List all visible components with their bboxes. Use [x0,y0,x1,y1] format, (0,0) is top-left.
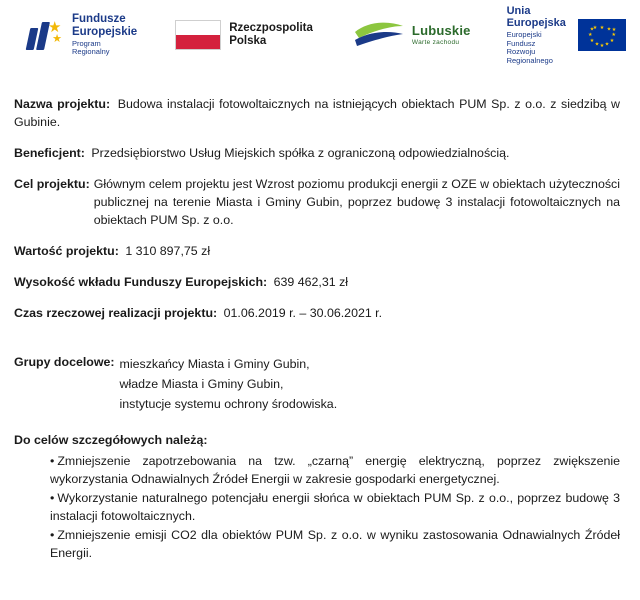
wartosc-projektu-value: 1 310 897,75 zł [125,243,211,258]
paragraph-cel-projektu [14,176,620,230]
svg-text:★: ★ [589,26,595,33]
cele-szczegolowe-heading: Do celów szczegółowych należą: [14,433,208,448]
polish-flag-icon [175,20,221,50]
paragraph-czas-realizacji [14,305,620,323]
document-content [0,62,640,563]
svg-text:★: ★ [609,38,615,44]
paragraph-nazwa-projektu [14,96,620,132]
unia-text [507,5,570,66]
list-item: mieszkańcy Miasta i Gminy Gubin, [119,356,310,371]
logo-unia-europejska [506,4,626,65]
bullet-icon: • [50,454,55,469]
wklad-funduszy-label: Wysokość wkładu Funduszy Europejskich: [14,274,268,289]
svg-text:★: ★ [606,26,612,33]
lubuskie-icon [353,18,405,52]
rp-line1: Rzeczpospolita [229,21,313,34]
svg-text:★: ★ [604,41,610,48]
fundusze-europejskie-icon: ★ ★ [26,16,64,54]
wklad-funduszy-value: 639 462,31 zł [273,274,349,289]
nazwa-projektu-label: Nazwa projektu: [14,97,111,111]
fundusze-europejskie-text [72,13,137,57]
lubuskie-line2: Warte zachodu [411,38,460,46]
list-item: instytucje systemu ochrony środowiska. [119,397,338,412]
lubuskie-text [412,24,471,45]
ue-line2: Europejski Fundusz [506,29,542,48]
nazwa-projektu-value: Budowa instalacji fotowoltaicznych na istniejących obiektach PUM Sp. z o.o. z siedzibą w Gubinie. [14,97,620,129]
list-item-text: Zmniejszenie emisji CO2 dla obiektów PUM Sp. z o.o. w wyniku zastosowania Odnawialnych Źródeł Energii. [50,528,620,561]
fe-line1: Fundusze [72,13,126,26]
bullet-icon: • [50,528,55,543]
svg-text:★: ★ [599,43,605,49]
cele-szczegolowe-list [14,453,620,563]
czas-realizacji-label: Czas rzeczowej realizacji projektu: [14,305,218,320]
list-item [50,453,620,489]
bullet-icon: • [50,491,55,506]
logo-fundusze-europejskie [26,12,137,58]
svg-text:★: ★ [611,27,617,33]
svg-text:★: ★ [611,32,617,38]
logo-bar [0,0,640,65]
svg-text:★: ★ [594,41,600,48]
fe-line2: Europejskie [72,26,138,39]
czas-realizacji-value: 01.06.2019 r. – 30.06.2021 r. [223,305,383,320]
paragraph-beneficjent [14,145,620,163]
logo-lubuskie [353,12,471,58]
fe-line3: Program Regionalny [72,38,110,57]
section-grupy-docelowe [14,354,620,414]
list-item: władze Miasta i Gminy Gubin, [119,376,284,391]
svg-text:★: ★ [587,32,593,38]
wartosc-projektu-label: Wartość projektu: [14,243,119,258]
logo-rzeczpospolita-polska [175,12,313,58]
ue-line1: Unia Europejska [506,4,566,30]
beneficjent-label: Beneficjent: [14,145,85,160]
svg-text:★: ★ [599,25,605,31]
paragraph-wartosc-projektu [14,243,620,261]
grupy-docelowe-list [120,354,338,414]
paragraph-wklad-funduszy [14,274,620,292]
cel-projektu-value: Głównym celem projektu jest Wzrost poziomu produkcji energii z OZE w obiektach użyteczności publicznej na terenie Miasta i Gminy Gubin, poprzez budowę 3 instalacji fotowoltaicznych na obiektach PUM Sp. z o.o. [93,176,620,227]
rp-line2: Polska [229,35,267,47]
list-item-text: Zmniejszenie zapotrzebowania na tzw. „czarną” energię elektryczną, poprzez zwiększenie wykorzystania Odnawialnych Źródeł Energii w zakresie gospodarki energetycznej. [50,454,620,487]
list-item [50,490,620,526]
svg-text:★: ★ [592,25,598,31]
svg-text:★: ★ [589,38,595,44]
lubuskie-line1: Lubuskie [411,23,471,39]
list-item-text: Wykorzystanie naturalnego potencjału energii słońca w obiektach PUM Sp. z o.o., poprzez budowę 3 instalacji fotowoltaicznych. [50,491,620,524]
grupy-docelowe-label: Grupy docelowe: [14,354,115,369]
ue-line3: Rozwoju Regionalnego [506,47,553,65]
beneficjent-value: Przedsiębiorstwo Usług Miejskich spółka z ograniczoną odpowiedzialnością. [91,145,510,160]
cel-projektu-label: Cel projektu: [14,176,90,191]
eu-flag-icon [578,19,626,51]
rzeczpospolita-text [229,22,313,48]
list-item [50,527,620,563]
